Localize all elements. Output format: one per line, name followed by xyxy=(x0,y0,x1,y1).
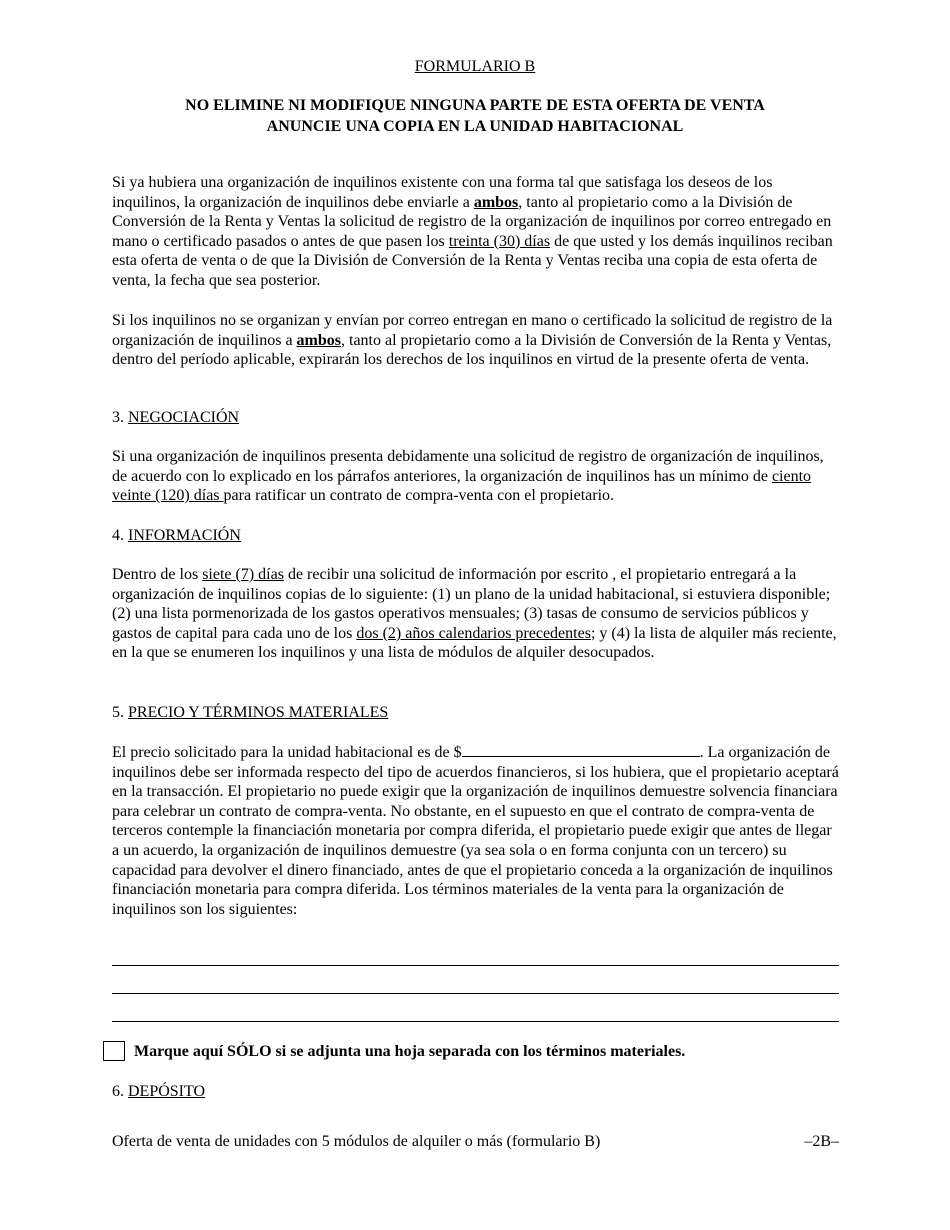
price-input-line[interactable] xyxy=(462,742,700,757)
p2-text-a: Si los inquilinos no se organizan y envían por correo entregan en mano o certificado la solicitud de registro de la organización de inquilinos a xyxy=(112,312,833,349)
section-4-number: 4. xyxy=(112,527,128,544)
p3-deadline-120-days: ciento veinte (120) días xyxy=(112,467,812,505)
material-terms-line-1[interactable] xyxy=(112,965,839,966)
warning-line-1: NO ELIMINE NI MODIFIQUE NINGUNA PARTE DE ESTA OFERTA DE VENTA xyxy=(185,97,765,114)
p4-text-e: ; y (4) la lista de alquiler más reciente, en la que se enumeren los inquilinos y una lista de módulos de alquiler desocupados. xyxy=(112,624,837,662)
paragraph-price-terms xyxy=(112,742,840,919)
p3-text-c: para ratificar un contrato de compra-venta con el propietario. xyxy=(223,487,615,505)
checkbox-label: Marque aquí SÓLO si se adjunta una hoja separada con los términos materiales. xyxy=(134,1043,686,1060)
section-6-number: 6. xyxy=(112,1083,128,1100)
material-terms-line-2[interactable] xyxy=(112,993,839,994)
section-6-title: DEPÓSITO xyxy=(128,1083,206,1100)
p1-text-c: , tanto al propietario como a la División de Conversión de la Renta y Ventas la solicitud de registro de la organización de inquilinos por correo entregado en mano o certificado pasados o antes de que pasen los xyxy=(112,193,832,250)
material-terms-line-3[interactable] xyxy=(112,1021,839,1022)
section-4-heading xyxy=(112,526,241,546)
section-4-title: INFORMACIÓN xyxy=(128,527,241,544)
section-5-number: 5. xyxy=(112,704,128,721)
p2-text-c: , tanto al propietario como a la División de Conversión de la Renta y Ventas, dentro del período aplicable, expirarán los derechos de los inquilinos en virtud de la presente oferta de venta. xyxy=(112,331,832,369)
page-number: –2B– xyxy=(804,1133,839,1150)
p5-text-a: El precio solicitado para la unidad habitacional es de $ xyxy=(112,744,462,761)
footer-left: Oferta de venta de unidades con 5 módulos de alquiler o más (formulario B) xyxy=(112,1133,601,1150)
separate-sheet-checkbox[interactable] xyxy=(103,1041,125,1061)
p1-deadline-thirty-days: treinta (30) días xyxy=(448,232,551,250)
warning-heading xyxy=(0,95,950,137)
form-title: FORMULARIO B xyxy=(414,58,536,75)
section-3-number: 3. xyxy=(112,409,128,426)
paragraph-organization-registration xyxy=(112,173,840,291)
p4-deadline-seven-days: siete (7) días xyxy=(202,566,284,583)
p1-text-e: de que usted y los demás inquilinos reciban esta oferta de venta o de que la División de Conversión de la Renta y Ventas reciba una copia de esta oferta de venta, la fecha que sea posterior. xyxy=(112,232,833,289)
p4-two-years: dos (2) años calendarios precedentes xyxy=(356,624,591,642)
p2-emphasis-both: ambos xyxy=(296,331,341,349)
section-6-heading xyxy=(112,1082,205,1102)
paragraph-negotiation xyxy=(112,447,840,506)
p5-text-b: . La organización de inquilinos debe ser informada respecto del tipo de acuerdos financieros, si los hubiera, que el propietario aceptará en la transacción. El propietario no puede exigir que la organización de inquilinos demuestre solvencia financiara para celebrar un contrato de compra-venta. No obstante, en el supuesto en que el contrato de compra-venta de terceros contemple la financiación monetaria por compra diferida, el propietario puede exigir que antes de llegar a un acuerdo, la organización de inquilinos demuestre (ya sea sola o en forma conjunta con un tercero) su capacidad para devolver el dinero financiado, antes de que el propietario conceda a la organización de inquilinos financiación monetaria para compra diferida. Los términos materiales de la venta para la organización de inquilinos son los siguientes: xyxy=(112,744,839,918)
warning-line-2: ANUNCIE UNA COPIA EN LA UNIDAD HABITACIONAL xyxy=(266,118,684,135)
paragraph-information xyxy=(112,565,840,663)
paragraph-rights-expiration xyxy=(112,311,840,370)
p1-emphasis-both: ambos xyxy=(473,193,519,211)
p1-text-a: Si ya hubiera una organización de inquilinos existente con una forma tal que satisfaga los deseos de los inquilinos, la organización de inquilinos debe enviarle a xyxy=(112,174,773,211)
section-5-heading xyxy=(112,703,388,723)
section-5-title: PRECIO Y TÉRMINOS MATERIALES xyxy=(128,704,389,721)
p4-text-c: de recibir una solicitud de información por escrito , el propietario entregará a la organización de inquilinos copias de lo siguiente: (1) un plano de la unidad habitacional, si estuviera disponible; (2) una lista pormenorizada de los gastos operativos mensuales; (3) tasas de consumo de servicios públicos y gastos de capital para cada uno de los xyxy=(112,566,831,642)
section-3-title: NEGOCIACIÓN xyxy=(128,409,240,426)
p3-text-a: Si una organización de inquilinos presenta debidamente una solicitud de registro de organización de inquilinos, de acuerdo con lo explicado en los párrafos anteriores, la organización de inquilinos has un mínimo de xyxy=(112,448,824,485)
p4-text-a: Dentro de los xyxy=(112,566,203,583)
section-3-heading xyxy=(112,408,239,428)
